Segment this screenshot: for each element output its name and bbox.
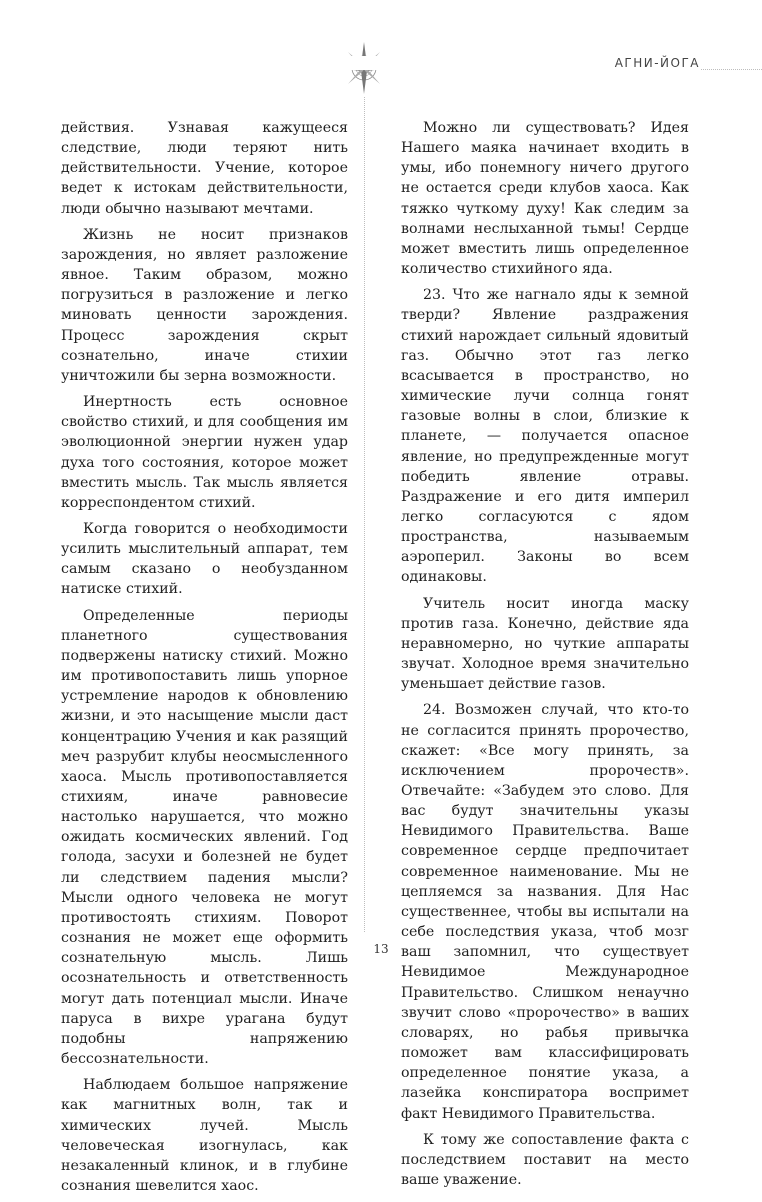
paragraph: 23. Что же нагнало яды к земной тверди? Явление раздражения стихий нарождает сильный ядовитый газ. Обычно этот газ легко всасывается в пространство, но химические лучи солнца гонят газовые волны в слои, близкие к планете, — получается опасное явление, но предупрежденные могут победить явление отравы. Раздражение и его дитя империл легко согласуются с ядом пространства, называемым аэроперил. Законы во всем одинаковы. [401,287,689,586]
running-title-text: АГНИ-ЙОГА [607,56,700,70]
page-number: 13 [373,942,389,956]
running-title [0,56,700,70]
paragraph: Инертность есть основное свойство стихий, и для сообщения им эволюционной энергии нужен удар духа того состояния, которое может вместить мысль. Так мысль является корреспондентом стихий. [61,394,348,511]
paragraph: 24. Возможен случай, что кто-то не согласится принять пророчество, скажет: «Все могу принять, за исключением пророчеств». Отвечайте: «Забудем это слово. Для вас будут значительны указы Невидимого Правительства. Ваше современное сердце предпочитает современное наименование. Мы не цепляемся за названия. Для Нас существеннее, чтобы вы испытали на себе последствия указа, чтоб мозг ваш запомнил, что существует Невидимое Международное Правительство. Слишком ненаучно звучит слово «пророчество» в ваших словарях, но рабья привычка поможет вам классифицировать определенное понятие указа, а лазейка конспиратора воспримет факт Невидимого Правительства. [401,702,689,1122]
paragraph: Можно ли существовать? Идея Нашего маяка начинает входить в умы, ибо понемногу ничего другого не остается среди клубов хаоса. Как тяжко чуткому духу! Как следим за волнами неслыханной тьмы! Сердце может вместить лишь определенное количество стихийного яда. [401,120,689,278]
paragraph: Когда говорится о необходимости усилить мыслительный аппарат, тем самым сказано о необузданном натиске стихий. [61,520,348,598]
paragraph: Жизнь не носит признаков зарождения, но являет разложение явное. Таким образом, можно погрузиться в разложение и легко миновать ценности зарождения. Процесс зарождения скрыт сознательно, иначе стихии уничтожили бы зерна возможности. [61,226,348,384]
paragraph: Учитель носит иногда маску против газа. Конечно, действие яда неравномерно, но чуткие аппараты звучат. Холодное время значительно уменьшает действие газов. [401,595,689,693]
paragraph: Определенные периоды планетного существования подвержены натиску стихий. Можно им противопоставить лишь упорное устремление народов к обновлению жизни, и это насыщение мысли даст концентрацию Учения и как разящий меч разрубит клубы неосмысленного хаоса. Мысль противопоставляется стихиям, иначе равновесие настолько нарушается, что можно ожидать космических явлений. Год голода, засухи и болезней не будет ли следствием падения мысли? Мысли одного человека не могут противостоять стихиям. Поворот сознания не может еще оформить сознательную мысль. Лишь осознательность и ответственность могут дать потенциал мысли. Иначе паруса в вихре урагана будут подобны напряжению бессознательности. [61,607,348,1068]
paragraph: действия. Узнавая кажущееся следствие, люди теряют нить действительности. Учение, которое ведет к истокам действительности, люди обычно называют мечтами. [61,120,348,217]
paragraph: Наблюдаем большое напряжение как магнитных волн, так и химических лучей. Мысль человеческая изогнулась, как незакаленный клинок, и в глубине сознания шевелится хаос. [61,1077,348,1194]
column-divider [364,97,365,932]
right-column [401,118,689,1196]
left-column [61,118,348,1202]
paragraph: К тому же сопоставление факта с последствием поставит на место ваше уважение. [401,1131,689,1188]
